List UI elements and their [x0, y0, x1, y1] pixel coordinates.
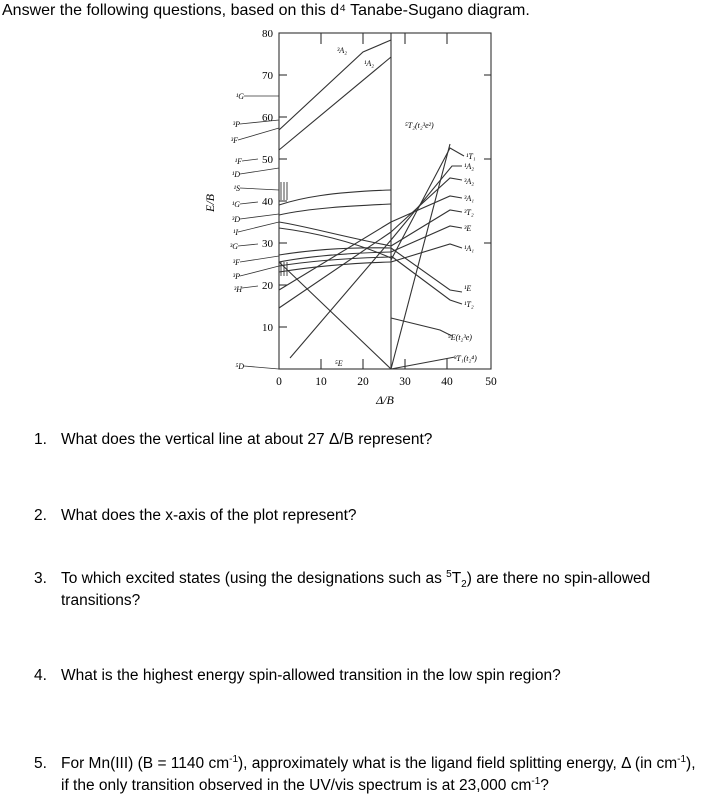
- x-tick: 40: [441, 376, 453, 388]
- term-label: ⁵D: [235, 362, 244, 371]
- term-label: ³F: [232, 258, 240, 267]
- y-tick: 30: [262, 238, 273, 250]
- term-label: ³A₂: [464, 177, 475, 186]
- term-label: ¹F: [234, 157, 242, 166]
- y-axis-label: E/B: [203, 194, 217, 212]
- x-tick-labels: [276, 376, 497, 388]
- y-tick: 60: [262, 112, 273, 124]
- question-2: [34, 505, 706, 527]
- y-tick: 50: [262, 154, 273, 166]
- question-number: 5.: [34, 755, 47, 772]
- question-3: [34, 568, 706, 612]
- term-label: ³P: [232, 120, 240, 129]
- term-label: ¹A₁: [464, 244, 475, 253]
- y-tick: 70: [262, 70, 273, 82]
- y-tick: 10: [262, 322, 273, 334]
- question-number: 2.: [34, 507, 47, 524]
- left-term-labels: [230, 92, 244, 371]
- term-label: ⁵T₂(t₂³e²): [405, 121, 434, 130]
- term-label: ¹I: [232, 228, 238, 237]
- question-text: To which excited states (using the designations such as $^5T_2$) are there no spin-allowed transitions?: [61, 568, 651, 609]
- term-label: ³P: [232, 272, 240, 281]
- y-tick: 80: [262, 28, 273, 40]
- term-label: ⁵E: [335, 359, 343, 368]
- curve-1T1: [391, 148, 464, 260]
- question-number: 4.: [34, 667, 47, 684]
- term-label: ¹A₂: [364, 59, 375, 68]
- x-tick: 30: [399, 376, 411, 388]
- term-label: ¹A₂: [464, 162, 475, 171]
- question-text: What does the vertical line at about 27 Δ/B represent?: [61, 431, 433, 448]
- term-label: ¹T₂: [464, 300, 474, 309]
- term-label: ¹T₁: [466, 152, 476, 161]
- term-label: ³E: [464, 224, 472, 233]
- plot-frame: [279, 33, 491, 369]
- curve-3T1-ls: [391, 357, 455, 369]
- term-label: ¹S: [233, 184, 240, 193]
- curve-hs-3: [279, 222, 391, 246]
- right-term-labels: [448, 152, 477, 363]
- term-label: ³A₂: [337, 46, 348, 55]
- x-tick: 10: [315, 376, 327, 388]
- y-tick: 40: [262, 196, 273, 208]
- curve-5T2: [279, 222, 391, 290]
- curve-5E: [279, 262, 391, 369]
- term-label: ¹G: [235, 92, 244, 101]
- question-text: What is the highest energy spin-allowed transition in the low spin region?: [61, 667, 561, 684]
- term-label: ³D: [231, 215, 240, 224]
- question-5: [34, 753, 706, 797]
- question-text: What does the x-axis of the plot represent?: [61, 507, 357, 524]
- curve-1A2: [279, 57, 391, 150]
- term-label: ³G: [229, 242, 238, 251]
- question-text: For Mn(III) (B = 1140 $cm^{-1}$), approximately what is the ligand field splitting energy, Δ (in $cm^{-1}$), if the only transition observed in the UV/vis spectrum is at 23,000 $cm^{-1}$?: [61, 753, 696, 794]
- term-label: ¹E: [464, 284, 472, 293]
- term-label: ⁵E(t₂³e): [448, 333, 472, 342]
- term-label: ¹G: [231, 200, 240, 209]
- x-tick: 0: [276, 376, 282, 388]
- x-tick: 20: [357, 376, 369, 388]
- term-label: ³F: [230, 136, 238, 145]
- x-tick: 50: [485, 376, 497, 388]
- curve-ls-rise-1: [391, 144, 450, 369]
- curve-3A2: [279, 40, 391, 130]
- question-4: [34, 665, 706, 687]
- question-number: 3.: [34, 570, 47, 587]
- curve-1T2: [391, 256, 462, 304]
- question-1: [34, 429, 706, 451]
- y-tick: 20: [262, 280, 273, 292]
- term-label: ¹D: [231, 170, 240, 179]
- curve-hs-2: [279, 204, 391, 215]
- curve-1A2-ls: [391, 166, 462, 240]
- x-axis-label: Δ/B: [376, 393, 394, 407]
- question-number: 1.: [34, 431, 47, 448]
- term-label: ³T₂: [464, 208, 474, 217]
- term-label: ³H: [233, 285, 242, 294]
- curve-1E: [391, 248, 462, 292]
- term-label: ³T₁(t₂⁴): [454, 354, 477, 363]
- term-label: ³A₁: [464, 194, 475, 203]
- y-tick-labels: [262, 28, 274, 334]
- curve-hs-1: [279, 190, 391, 205]
- curve-1A1: [391, 244, 462, 262]
- page-title: Answer the following questions, based on this d⁴ Tanabe-Sugano diagram.: [2, 2, 530, 19]
